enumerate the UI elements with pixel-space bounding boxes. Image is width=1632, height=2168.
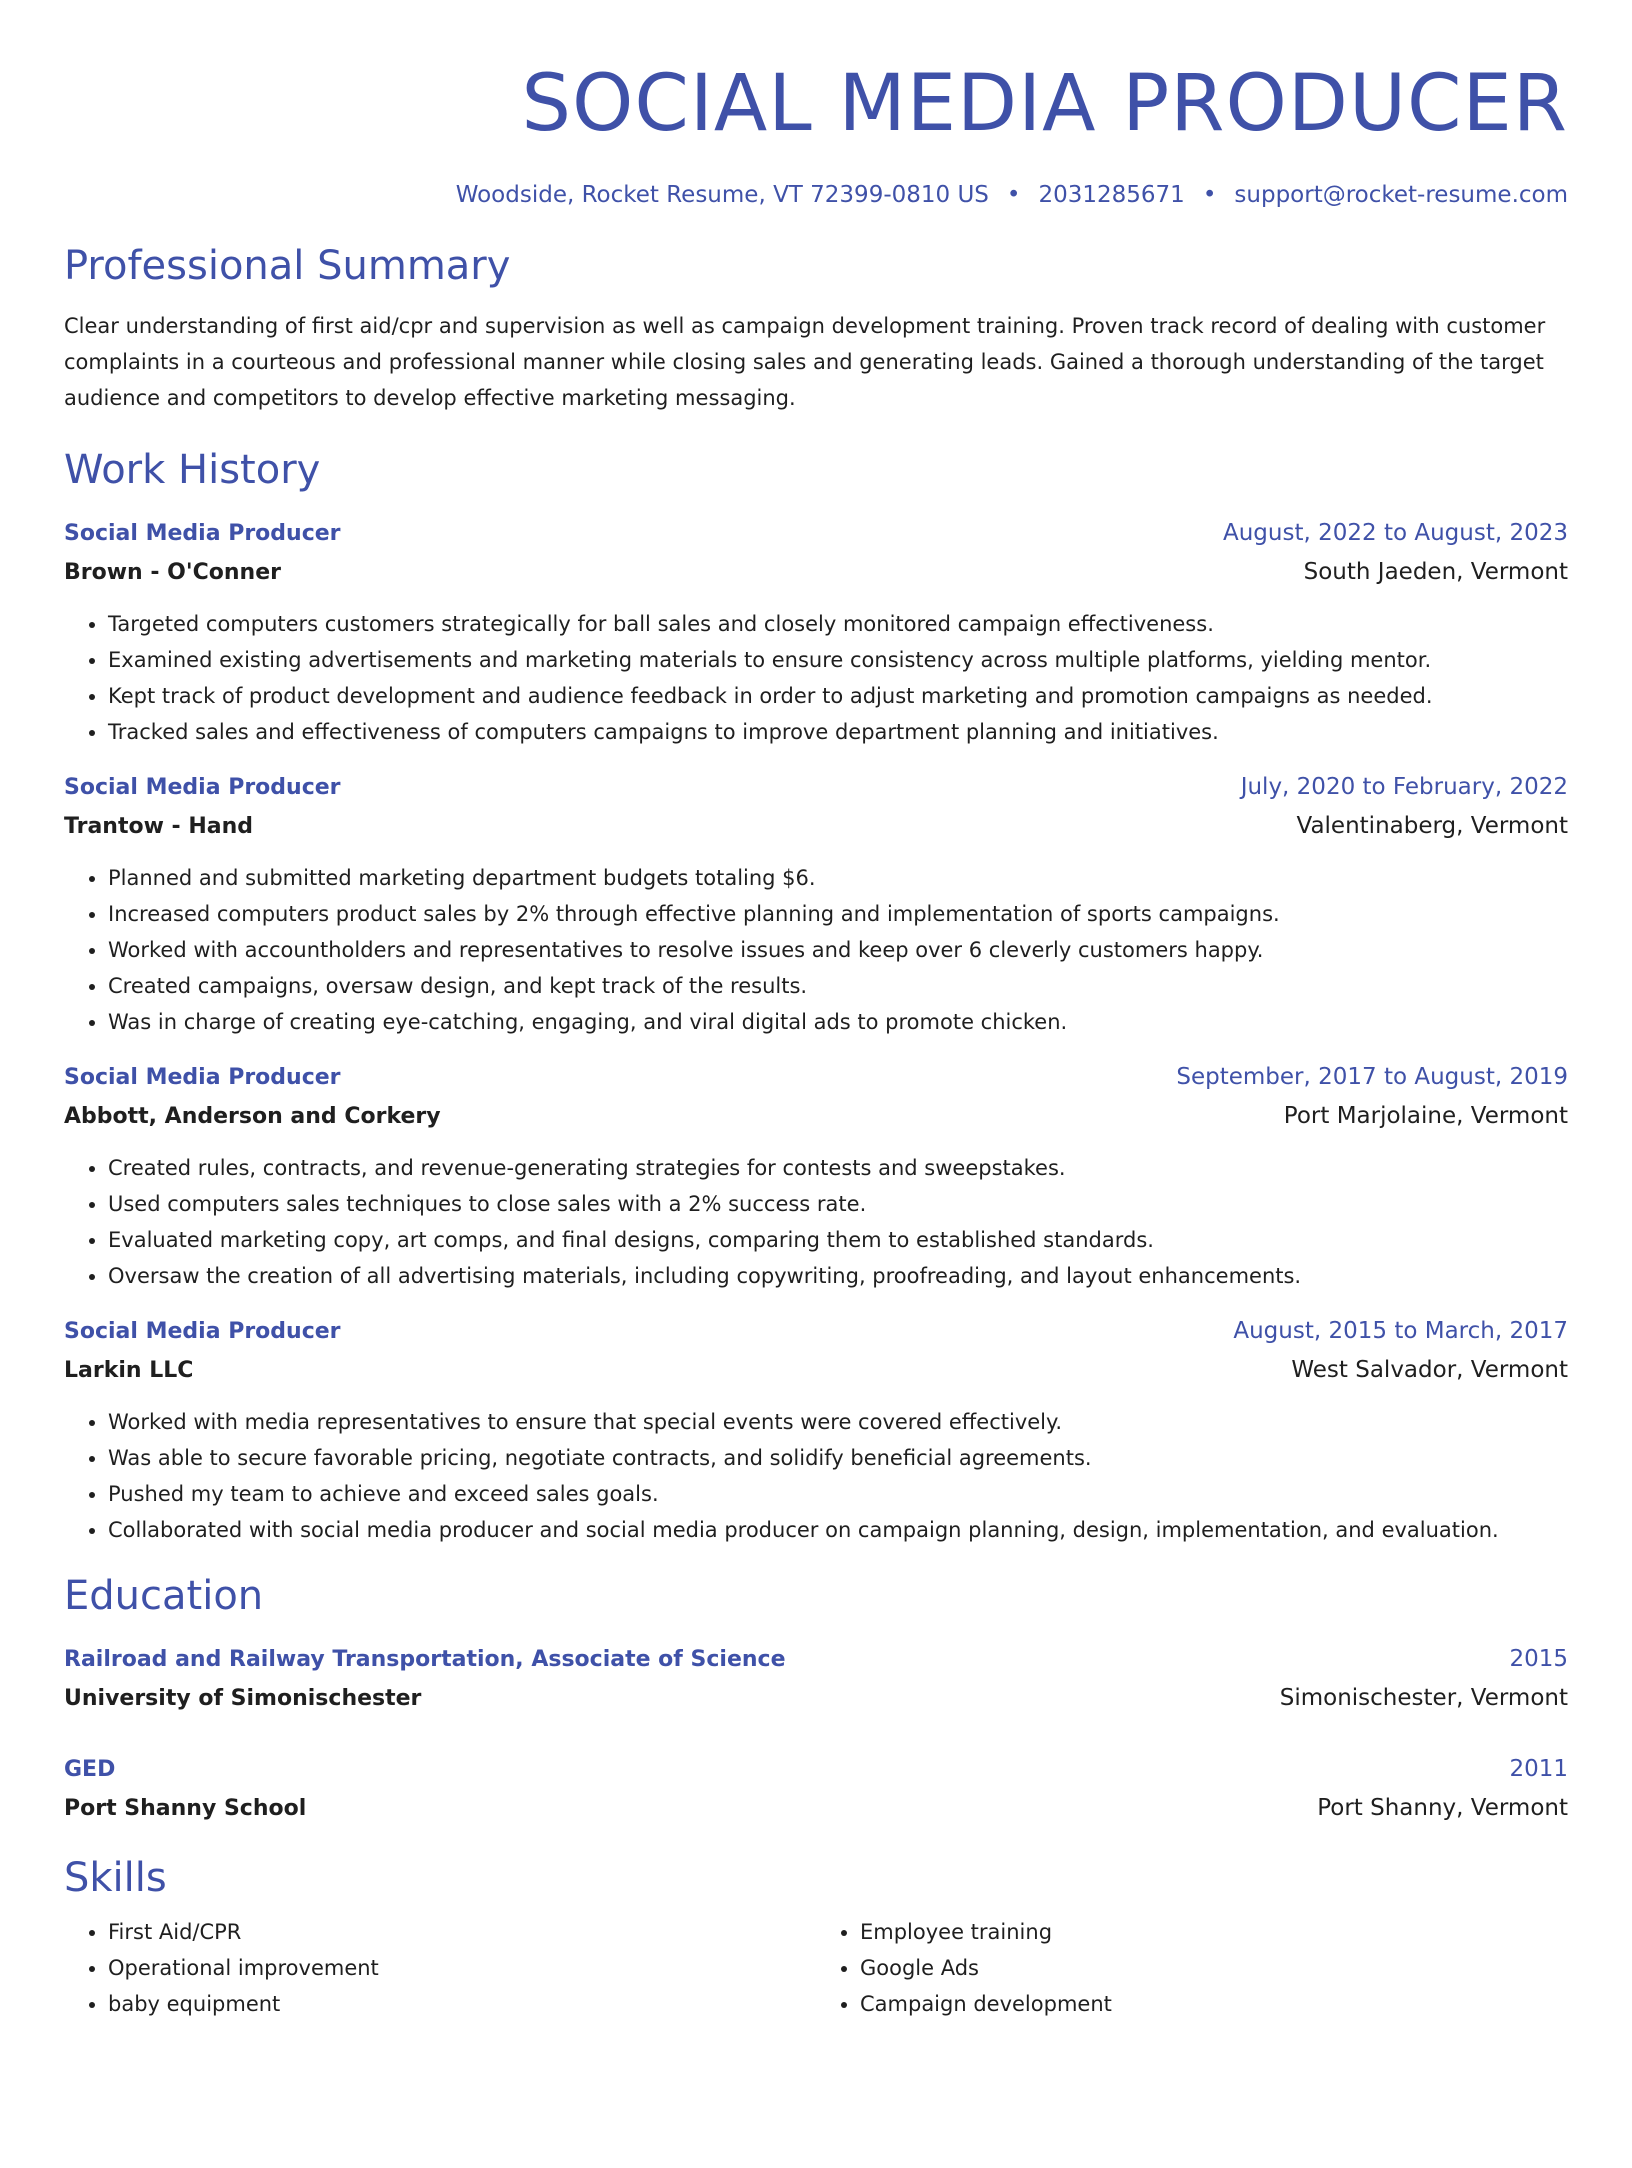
section-title-work-history: Work History [64, 447, 321, 493]
section-title-skills: Skills [64, 1855, 167, 1901]
list-item: • Worked with media representatives to ensure that special events were covered effectively. [108, 1404, 1568, 1440]
list-item: • Evaluated marketing copy, art comps, and final designs, comparing them to established standards. [108, 1222, 1568, 1258]
job-dates: August, 2022 to August, 2023 [1223, 520, 1568, 546]
job-company: Trantow - Hand [64, 814, 254, 839]
education-location: Port Shanny, Vermont [1317, 1795, 1568, 1821]
education-entry [64, 1750, 1568, 1828]
separator-dot: • [1202, 182, 1217, 208]
job-location: South Jaeden, Vermont [1303, 559, 1568, 585]
list-item: • Targeted computers customers strategically for ball sales and closely monitored campaign effectiveness. [108, 606, 1568, 642]
list-item: • Planned and submitted marketing department budgets totaling $6. [108, 860, 1568, 896]
list-item: • Oversaw the creation of all advertising materials, including copywriting, proofreading, and layout enhancements. [108, 1258, 1568, 1294]
skill-item: • Employee training [860, 1914, 1568, 1950]
list-item: • Created rules, contracts, and revenue-generating strategies for contests and sweepstakes. [108, 1150, 1568, 1186]
job-bullets [64, 606, 1568, 750]
job-bullets [64, 860, 1568, 1040]
job-company: Brown - O'Conner [64, 560, 281, 585]
list-item: • Was able to secure favorable pricing, negotiate contracts, and solidify beneficial agreements. [108, 1440, 1568, 1476]
list-item: • Used computers sales techniques to close sales with a 2% success rate. [108, 1186, 1568, 1222]
job-location: Valentinaberg, Vermont [1296, 813, 1568, 839]
education-entry [64, 1640, 1568, 1718]
address: Woodside, Rocket Resume, VT 72399-0810 US [455, 182, 989, 208]
job-dates: August, 2015 to March, 2017 [1233, 1318, 1568, 1344]
list-item: • Was in charge of creating eye-catching, engaging, and viral digital ads to promote chicken. [108, 1004, 1568, 1040]
job-role: Social Media Producer [64, 521, 341, 546]
skill-item: • Operational improvement [108, 1950, 816, 1986]
summary-text: Clear understanding of first aid/cpr and supervision as well as campaign development training. Proven track record of dealing with customer complaints in a courteous and professional manner while closing sales and generating leads. Gained a thorough understanding of the target audience and competitors to develop effective marketing messaging. [64, 314, 1546, 410]
education-degree: GED [64, 1757, 116, 1782]
phone: 2031285671 [1038, 182, 1185, 208]
job-company: Larkin LLC [64, 1358, 194, 1383]
job-dates: July, 2020 to February, 2022 [1240, 774, 1568, 800]
list-item: • Increased computers product sales by 2% through effective planning and implementation of sports campaigns. [108, 896, 1568, 932]
skill-item: • Google Ads [860, 1950, 1568, 1986]
job-role: Social Media Producer [64, 775, 341, 800]
separator-dot: • [1006, 182, 1021, 208]
job-dates: September, 2017 to August, 2019 [1176, 1064, 1568, 1090]
section-title-summary: Professional Summary [64, 243, 511, 289]
education-school: University of Simonischester [64, 1686, 422, 1711]
education-location: Simonischester, Vermont [1279, 1685, 1568, 1711]
contact-line [64, 180, 1568, 210]
section-title-education: Education [64, 1573, 264, 1619]
skill-item: • Campaign development [860, 1986, 1568, 2022]
job-location: West Salvador, Vermont [1291, 1357, 1568, 1383]
job-entry [64, 1312, 1568, 1548]
education-year: 2015 [1509, 1646, 1568, 1672]
list-item: • Tracked sales and effectiveness of computers campaigns to improve department planning and initiatives. [108, 714, 1568, 750]
candidate-name: SOCIAL MEDIA PRODUCER [521, 59, 1568, 149]
list-item: • Examined existing advertisements and marketing materials to ensure consistency across multiple platforms, yielding mentor. [108, 642, 1568, 678]
email-link[interactable]: support@rocket-resume.com [1234, 182, 1568, 208]
skills-list-left [64, 1914, 816, 2022]
job-role: Social Media Producer [64, 1065, 341, 1090]
job-entry [64, 514, 1568, 750]
skills-columns [64, 1914, 1568, 2022]
skill-item: • baby equipment [108, 1986, 816, 2022]
skills-list-right [816, 1914, 1568, 2022]
list-item: • Kept track of product development and audience feedback in order to adjust marketing and promotion campaigns as needed. [108, 678, 1568, 714]
job-role: Social Media Producer [64, 1319, 341, 1344]
list-item: • Worked with accountholders and representatives to resolve issues and keep over 6 cleverly customers happy. [108, 932, 1568, 968]
list-item: • Pushed my team to achieve and exceed sales goals. [108, 1476, 1568, 1512]
job-company: Abbott, Anderson and Corkery [64, 1104, 441, 1129]
education-year: 2011 [1509, 1756, 1568, 1782]
education-school: Port Shanny School [64, 1796, 307, 1821]
job-bullets [64, 1150, 1568, 1294]
skill-item: • First Aid/CPR [108, 1914, 816, 1950]
list-item: • Created campaigns, oversaw design, and kept track of the results. [108, 968, 1568, 1004]
job-location: Port Marjolaine, Vermont [1283, 1103, 1568, 1129]
list-item: • Collaborated with social media producer and social media producer on campaign planning, design, implementation, and evaluation. [108, 1512, 1568, 1548]
job-entry [64, 768, 1568, 1040]
resume-page [0, 56, 1632, 2168]
job-bullets [64, 1404, 1568, 1548]
education-degree: Railroad and Railway Transportation, Associate of Science [64, 1647, 786, 1672]
job-entry [64, 1058, 1568, 1294]
